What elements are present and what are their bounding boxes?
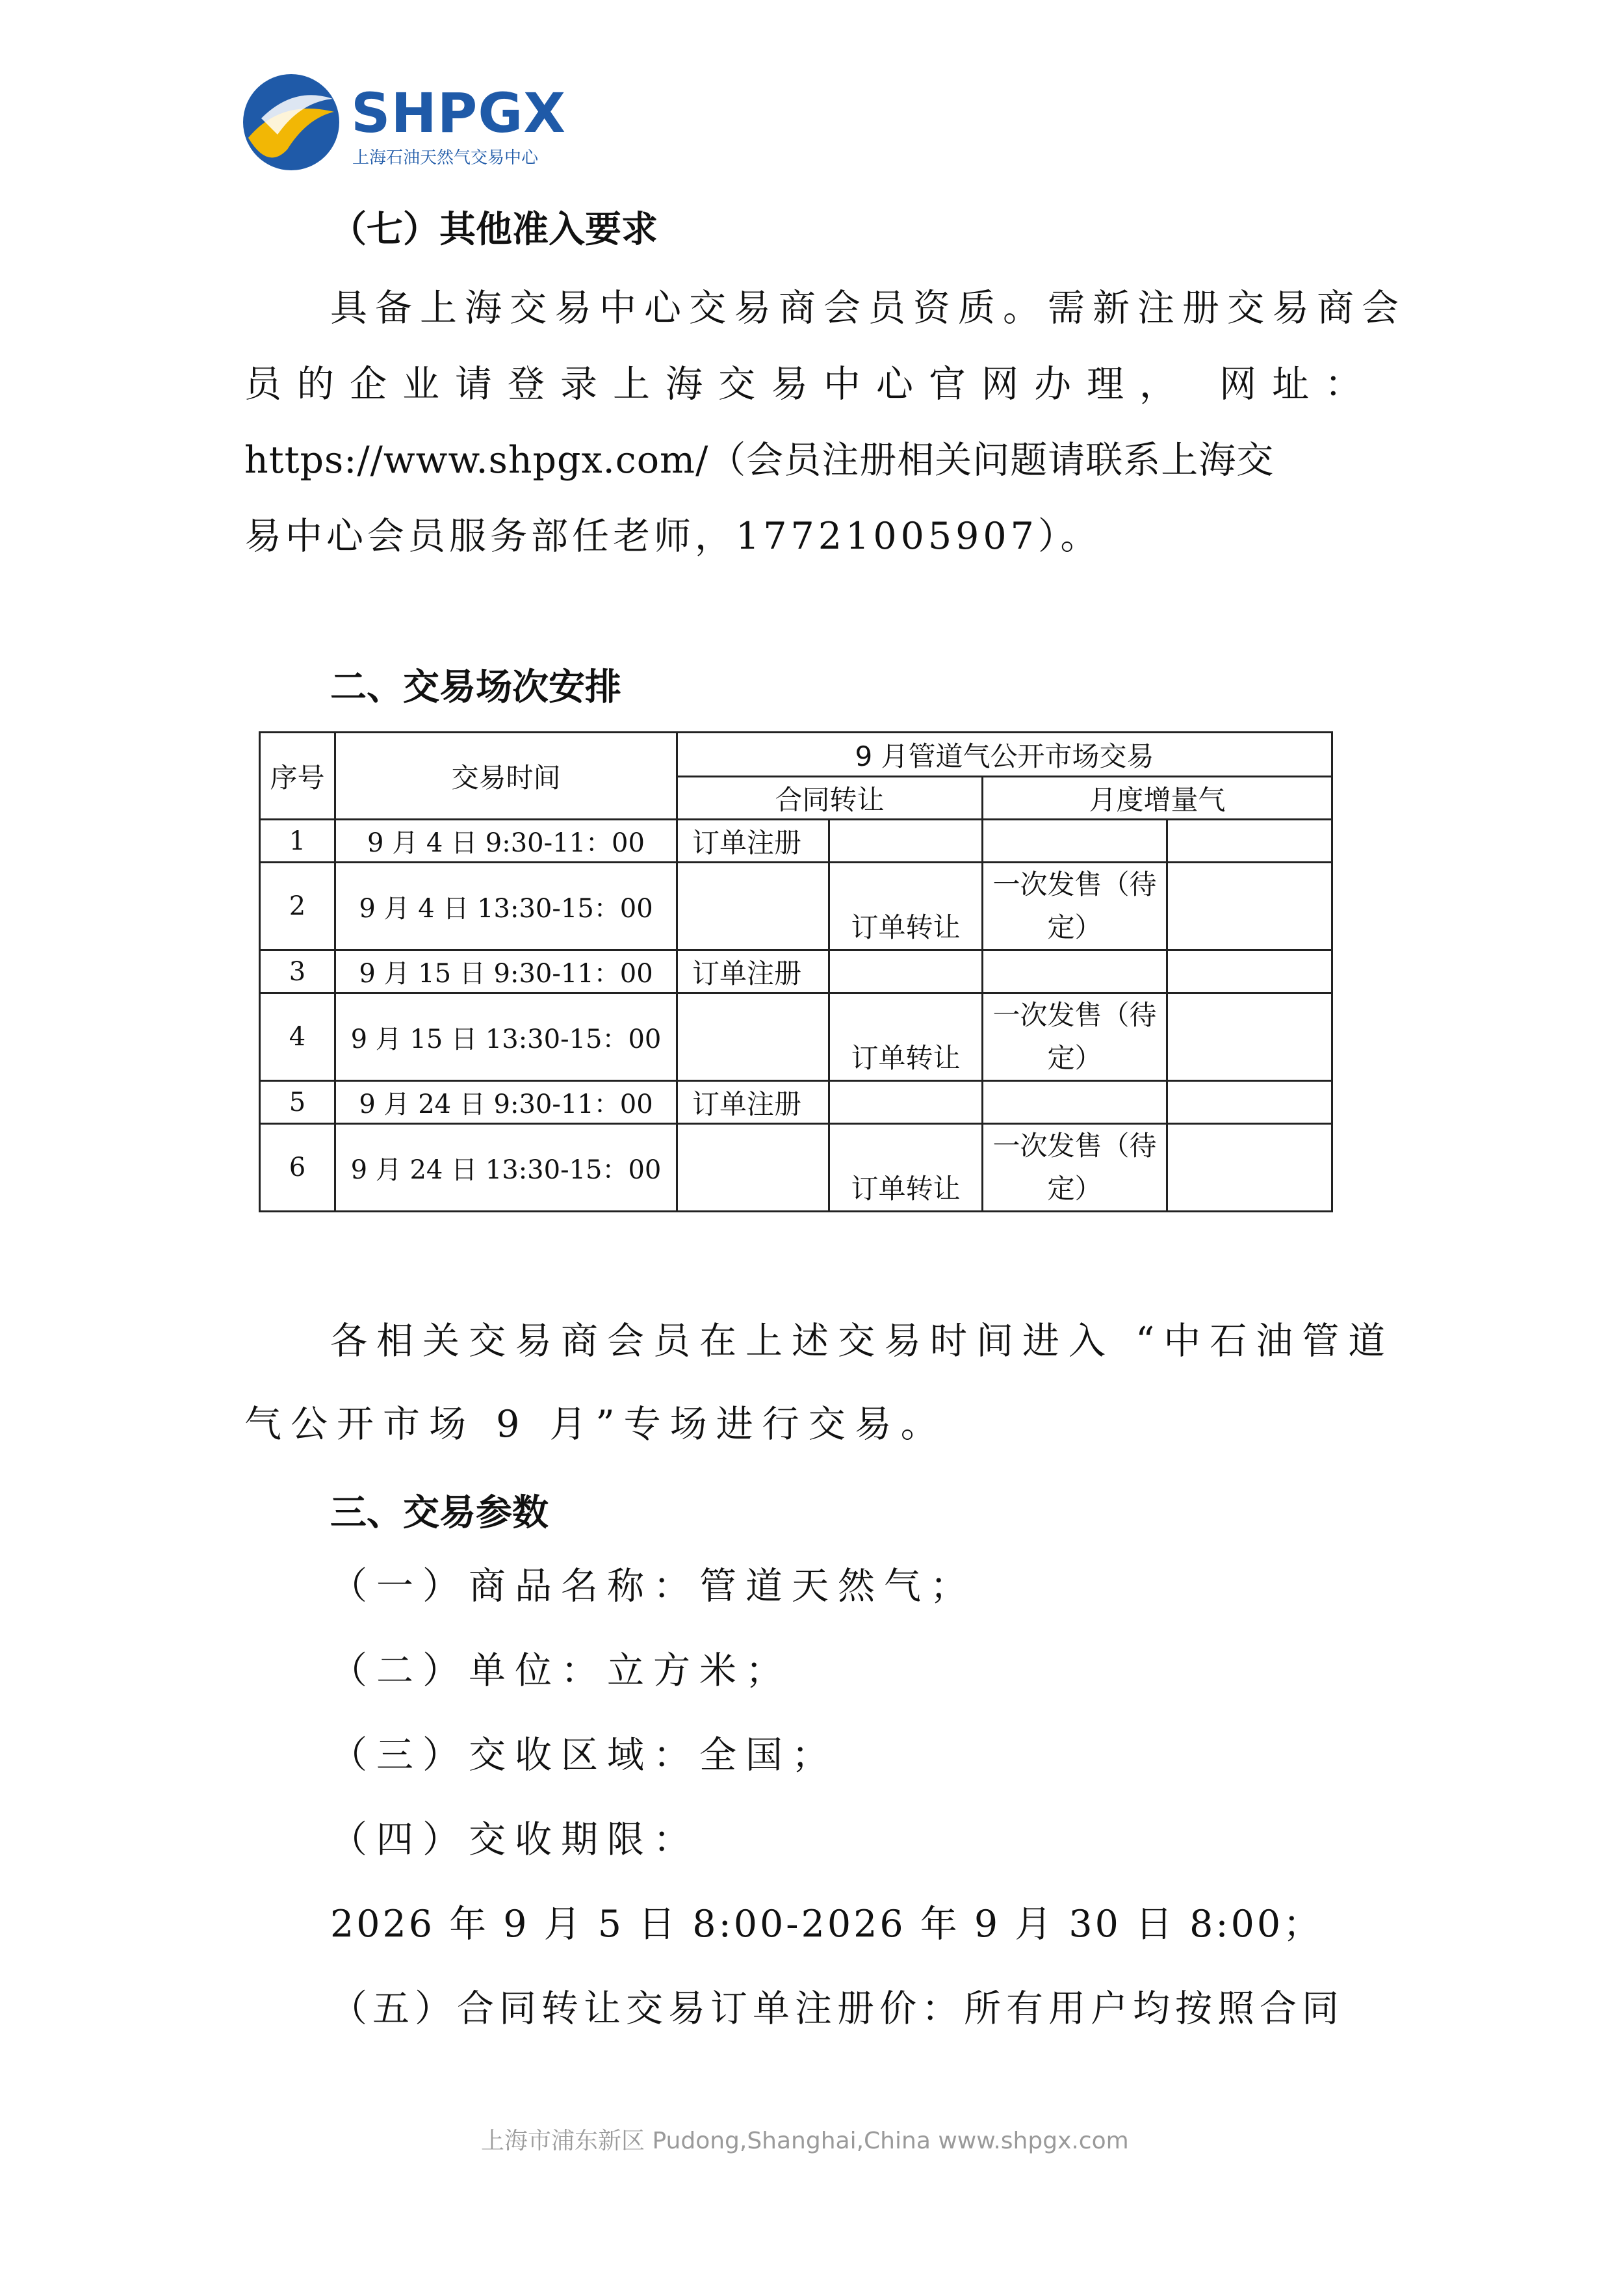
row-time: 9 月 4 日 13:30-15：00 (335, 863, 677, 950)
row-time: 9 月 24 日 9:30-11：00 (335, 1081, 677, 1124)
row-extra (1167, 1081, 1332, 1124)
row-extra (1167, 1124, 1332, 1212)
row-first-sale (983, 820, 1167, 863)
header-group-title: 9 月管道气公开市场交易 (677, 733, 1332, 777)
row-order-transfer: 订单转让 (829, 1124, 983, 1212)
table-row (260, 950, 1332, 993)
row-extra (1167, 863, 1332, 950)
row-order-register: 订单注册 (677, 820, 829, 863)
header-time: 交易时间 (335, 733, 677, 820)
shpgx-logo-icon (242, 73, 341, 172)
section7-line-2: 员的企业请登录上海交易中心官网办理， 网址： (244, 363, 1378, 406)
row-extra (1167, 993, 1332, 1081)
section2-note-line-1: 各相关交易商会员在上述交易时间进入 “中石油管道 (330, 1320, 1395, 1363)
row-order-transfer (829, 820, 983, 863)
row-index: 2 (260, 863, 335, 950)
row-first-sale (983, 1081, 1167, 1124)
row-order-transfer: 订单转让 (829, 993, 983, 1081)
section3-item-5: 2026 年 9 月 5 日 8:00-2026 年 9 月 30 日 8:00； (330, 1903, 1323, 1946)
row-first-sale (983, 950, 1167, 993)
header-contract-transfer: 合同转让 (677, 777, 983, 820)
section3-item-6: （五）合同转让交易订单注册价：所有用户均按照合同 (330, 1987, 1344, 2030)
table-row (260, 1124, 1332, 1212)
schedule-table (259, 731, 1333, 1212)
section3-item-4: （四）交收期限： (330, 1818, 699, 1861)
row-time: 9 月 4 日 9:30-11：00 (335, 820, 677, 863)
row-first-sale: 一次发售（待定） (983, 863, 1167, 950)
row-index: 1 (260, 820, 335, 863)
row-order-transfer (829, 1081, 983, 1124)
section7-line-3: https://www.shpgx.com/（会员注册相关问题请联系上海交 (244, 439, 1275, 482)
section2-heading: 二、交易场次安排 (330, 666, 621, 709)
row-time: 9 月 24 日 13:30-15：00 (335, 1124, 677, 1212)
row-order-register: 订单注册 (677, 950, 829, 993)
row-index: 6 (260, 1124, 335, 1212)
row-order-transfer (829, 950, 983, 993)
row-time: 9 月 15 日 13:30-15：00 (335, 993, 677, 1081)
row-order-register (677, 863, 829, 950)
header-monthly-gas: 月度增量气 (983, 777, 1332, 820)
table-row (260, 993, 1332, 1081)
table-row (260, 1081, 1332, 1124)
table-row (260, 820, 1332, 863)
row-order-register (677, 1124, 829, 1212)
logo-subtitle: 上海石油天然气交易中心 (352, 148, 539, 168)
section3-item-3: （三）交收区域：全国； (330, 1734, 838, 1777)
row-order-register (677, 993, 829, 1081)
row-first-sale: 一次发售（待定） (983, 993, 1167, 1081)
row-time: 9 月 15 日 9:30-11：00 (335, 950, 677, 993)
row-index: 3 (260, 950, 335, 993)
header-index: 序号 (260, 733, 335, 820)
logo-wordmark: SHPGX (351, 81, 567, 145)
row-index: 5 (260, 1081, 335, 1124)
row-order-transfer: 订单转让 (829, 863, 983, 950)
section3-item-1: （一）商品名称：管道天然气； (330, 1565, 976, 1608)
row-extra (1167, 950, 1332, 993)
row-order-register: 订单注册 (677, 1081, 829, 1124)
company-logo (242, 73, 567, 177)
row-extra (1167, 820, 1332, 863)
row-first-sale: 一次发售（待定） (983, 1124, 1167, 1212)
section7-line-4: 易中心会员服务部任老师，17721005907）。 (244, 515, 1102, 558)
table-header-row (260, 733, 1332, 777)
section3-heading: 三、交易参数 (330, 1492, 549, 1534)
section2-note-line-2: 气公开市场 9 月”专场进行交易。 (244, 1403, 947, 1446)
row-index: 4 (260, 993, 335, 1081)
section3-item-2: （二）单位：立方米； (330, 1649, 792, 1692)
table-row (260, 863, 1332, 950)
section7-heading: （七）其他准入要求 (330, 209, 658, 251)
page-footer: 上海市浦东新区 Pudong,Shanghai,China www.shpgx.com (481, 2128, 1129, 2154)
section7-line-1: 具备上海交易中心交易商会员资质。需新注册交易商会 (330, 287, 1406, 330)
